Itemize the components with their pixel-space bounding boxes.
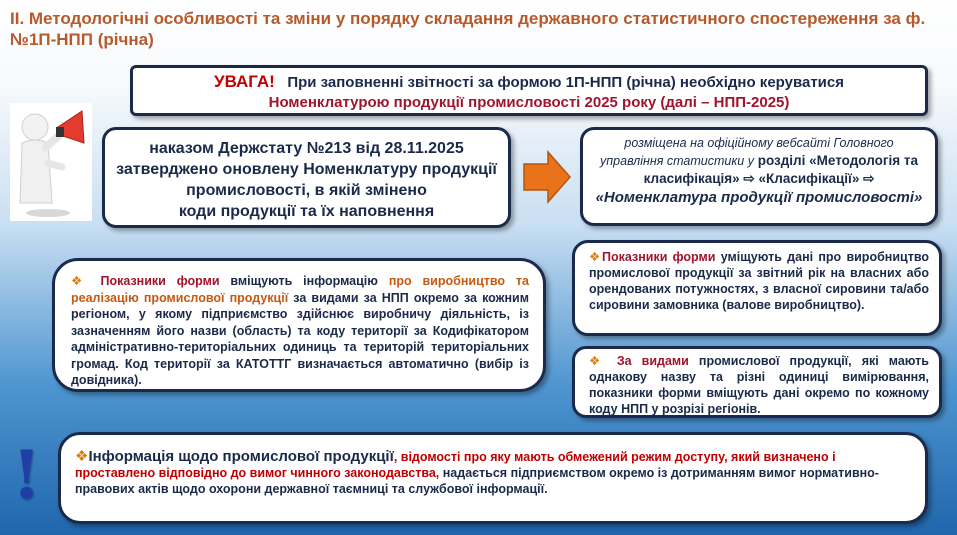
left-p3: про виробництво та реалізацію промислової продукції xyxy=(71,274,529,305)
order-box xyxy=(102,127,511,228)
exclamation-icon: ! xyxy=(12,436,41,514)
bottom-p1: Інформація щодо промислової продукції xyxy=(88,448,394,465)
website-section3: «Номенклатура продукції промисловості» xyxy=(595,189,923,206)
attention-label: УВАГА! xyxy=(214,72,275,91)
bottom-info-box xyxy=(58,432,928,524)
right1-p1: Показники форми xyxy=(602,250,716,264)
megaphone-person-icon xyxy=(10,103,92,221)
right-info-box-2 xyxy=(572,346,942,418)
attention-banner xyxy=(130,65,928,116)
bullet-icon: ❖ xyxy=(589,354,607,368)
right2-p1: За видами xyxy=(616,354,689,368)
left-p4: за видами за НПП окремо за кожним регіоном, у якому підприємство здійснює виробничу діяльність, із зазначенням його назви (область) та коду території за Кодифікатором адміністративно-територіальних одиниць та територій територіальних громад. Код території за КАТОТТГ визначається автоматично (вибір із довідника). xyxy=(71,290,529,387)
arrow-icon: ⇨ xyxy=(743,171,755,186)
order-line1: наказом Держстату №213 від 28.11.2025 xyxy=(149,140,464,157)
right2-p2: промислової продукції, які мають однакову назву та різні одиниці вимірювання, показники форми вміщують дані окремо по кожному коду НПП у розрізі регіонів. xyxy=(589,354,929,416)
website-section2: «Класифікації» xyxy=(758,171,860,186)
left-info-box xyxy=(52,258,546,392)
attention-line2: Номенклатурою продукції промисловості 2025 року (далі – НПП-2025) xyxy=(268,94,790,111)
order-line2: затверджено оновлену Номенклатуру продукції xyxy=(116,161,497,178)
order-line3: промисловості, в якій змінено xyxy=(186,182,427,199)
left-p1: Показники форми xyxy=(100,274,220,288)
page-title: ІІ. Методологічні особливості та зміни у порядку складання державного статистичного спостереження за ф.№1П-НПП (річна) xyxy=(10,9,926,49)
bullet-icon: ❖ xyxy=(71,274,90,288)
website-section1: розділі «Методологія та класифікація» xyxy=(643,153,918,186)
attention-line1: При заповненні звітності за формою 1П-НПП (річна) необхідно керуватися xyxy=(287,74,844,91)
website-intro: розміщена на офіційному вебсайті Головного управління статистики у xyxy=(600,136,894,168)
right-arrow-icon xyxy=(522,150,572,204)
bottom-p3: надається підприємством окремо із дотриманням вимог нормативно-правових актів щодо охорони державної таємниці та службової інформації. xyxy=(75,466,879,496)
right-info-box-1 xyxy=(572,240,942,336)
bottom-p2: , відомості про яку мають обмежений режим доступу, який визначено і проставлено відповідно до вимог чинного законодавства, xyxy=(75,450,836,480)
bullet-icon: ❖ xyxy=(75,448,89,465)
left-p2: вміщують інформацію xyxy=(219,274,389,288)
bullet-icon: ❖ xyxy=(589,250,603,264)
right1-p2: уміщують дані про виробництво промислової продукції за звітний рік на власних або орендованих потужностях, з власної сировини та/або сировини замовника (валове виробництво). xyxy=(589,250,929,312)
website-box xyxy=(580,127,938,226)
arrow-icon: ⇨ xyxy=(863,171,875,186)
order-line4: коди продукції та їх наповнення xyxy=(178,203,435,220)
